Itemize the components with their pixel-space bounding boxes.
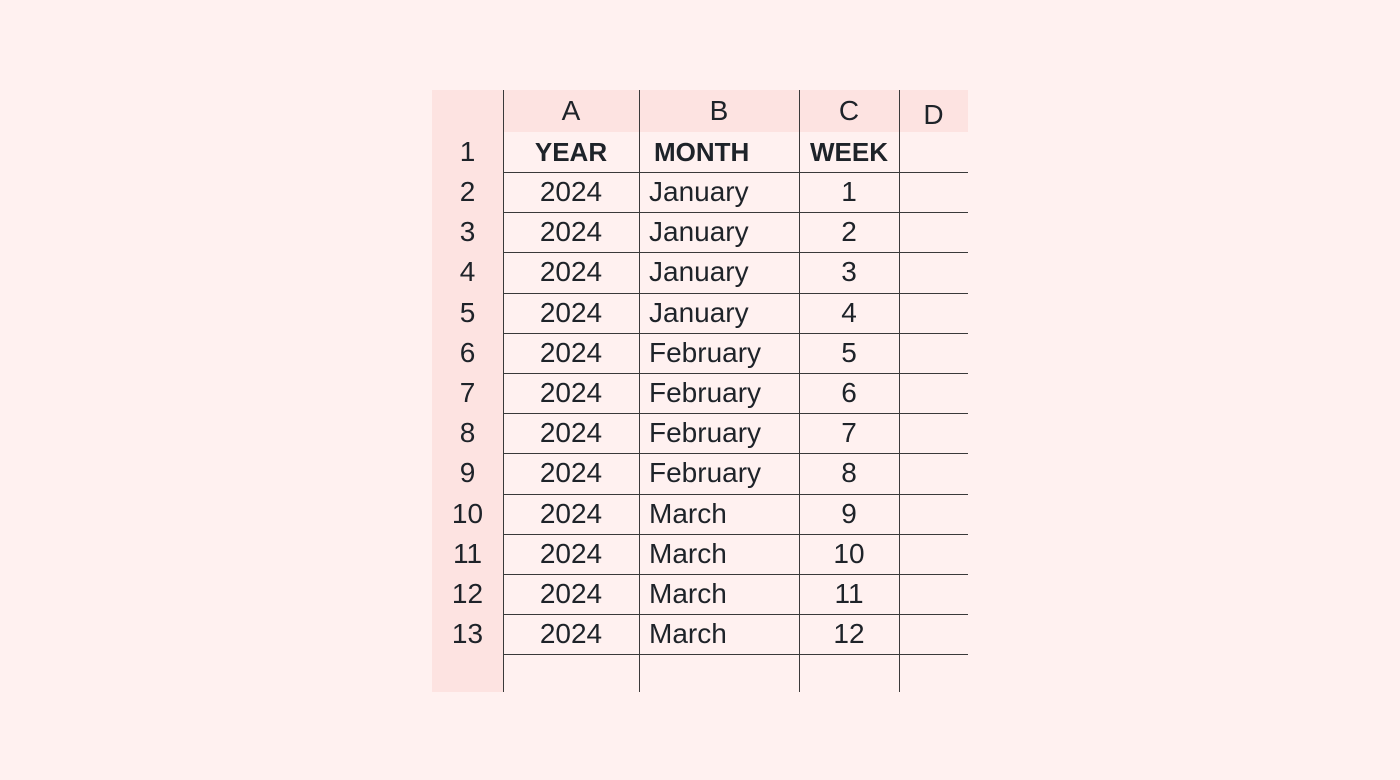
cell-month[interactable]: January bbox=[649, 296, 749, 328]
row-number[interactable]: 4 bbox=[459, 256, 476, 288]
empty-cell[interactable] bbox=[503, 654, 639, 692]
header-cell-year[interactable]: YEAR bbox=[534, 137, 608, 167]
cell-month[interactable]: February bbox=[649, 377, 762, 409]
cell-week[interactable]: 6 bbox=[841, 377, 857, 409]
empty-cell[interactable] bbox=[639, 654, 799, 692]
row-number[interactable]: 11 bbox=[452, 537, 483, 569]
row-number[interactable]: 7 bbox=[459, 377, 476, 409]
row-gridline bbox=[503, 252, 968, 253]
cell-year[interactable]: 2024 bbox=[539, 417, 603, 449]
cell-week[interactable]: 7 bbox=[841, 417, 857, 449]
row-number[interactable]: 5 bbox=[459, 296, 476, 328]
empty-cell[interactable] bbox=[899, 494, 968, 534]
row-gridline bbox=[503, 212, 968, 213]
cell-week[interactable]: 10 bbox=[833, 537, 865, 569]
cell-week[interactable]: 11 bbox=[834, 578, 864, 610]
cell-year[interactable]: 2024 bbox=[539, 256, 603, 288]
empty-cell[interactable] bbox=[899, 654, 968, 692]
cell-month[interactable]: February bbox=[649, 336, 762, 368]
row-gridline bbox=[503, 373, 968, 374]
cell-year[interactable]: 2024 bbox=[539, 618, 603, 650]
row-number-empty[interactable] bbox=[432, 654, 503, 692]
column-gridline bbox=[899, 90, 900, 692]
empty-cell[interactable] bbox=[899, 333, 968, 373]
spreadsheet-grid bbox=[432, 90, 968, 692]
column-header-b[interactable]: B bbox=[709, 95, 729, 126]
cell-week[interactable]: 2 bbox=[841, 216, 857, 248]
cell-month[interactable]: January bbox=[649, 216, 749, 248]
cell-year[interactable]: 2024 bbox=[539, 497, 603, 529]
row-gridline bbox=[503, 453, 968, 454]
row-gridline bbox=[503, 413, 968, 414]
cell-week[interactable]: 8 bbox=[841, 457, 857, 489]
column-gridline bbox=[503, 90, 504, 692]
cell-month[interactable]: January bbox=[649, 176, 749, 208]
cell-year[interactable]: 2024 bbox=[539, 578, 603, 610]
empty-cell[interactable] bbox=[899, 212, 968, 252]
cell-year[interactable]: 2024 bbox=[539, 336, 603, 368]
cell-month[interactable]: March bbox=[649, 497, 727, 529]
row-number[interactable]: 1 bbox=[459, 136, 476, 167]
row-number[interactable]: 10 bbox=[451, 497, 484, 529]
column-header-c[interactable]: C bbox=[838, 95, 860, 126]
column-header-d[interactable]: D bbox=[923, 99, 944, 130]
empty-cell[interactable] bbox=[899, 453, 968, 493]
cell-week[interactable]: 5 bbox=[841, 336, 857, 368]
header-cell-week[interactable]: WEEK bbox=[810, 137, 888, 167]
cell-week[interactable]: 4 bbox=[841, 296, 857, 328]
cell-year[interactable]: 2024 bbox=[539, 176, 603, 208]
empty-cell[interactable] bbox=[899, 293, 968, 333]
row-gridline bbox=[503, 172, 968, 173]
row-gridline bbox=[503, 654, 968, 655]
empty-cell[interactable] bbox=[899, 172, 968, 212]
cell-year[interactable]: 2024 bbox=[539, 216, 603, 248]
row-number[interactable]: 9 bbox=[459, 457, 476, 489]
cell-month[interactable]: March bbox=[649, 618, 727, 650]
empty-cell[interactable] bbox=[899, 534, 968, 574]
cell-month[interactable]: March bbox=[649, 578, 727, 610]
empty-cell[interactable] bbox=[899, 413, 968, 453]
row-gridline bbox=[503, 614, 968, 615]
cell-year[interactable]: 2024 bbox=[539, 457, 603, 489]
row-number[interactable]: 12 bbox=[451, 578, 484, 610]
row-number[interactable]: 8 bbox=[459, 417, 476, 449]
cell-month[interactable]: March bbox=[649, 537, 727, 569]
cell-month[interactable]: February bbox=[649, 457, 762, 489]
cell-year[interactable]: 2024 bbox=[539, 377, 603, 409]
empty-cell[interactable] bbox=[899, 614, 968, 654]
cell-week[interactable]: 9 bbox=[841, 497, 857, 529]
row-number[interactable]: 6 bbox=[459, 336, 476, 368]
cell-month[interactable]: January bbox=[649, 256, 749, 288]
cell-week[interactable]: 1 bbox=[841, 176, 857, 208]
empty-cell[interactable] bbox=[899, 373, 968, 413]
row-number[interactable]: 13 bbox=[451, 618, 484, 650]
cell-year[interactable]: 2024 bbox=[539, 296, 603, 328]
cell-week[interactable]: 12 bbox=[833, 618, 865, 650]
row-gridline bbox=[503, 534, 968, 535]
header-cell-month[interactable]: MONTH bbox=[654, 137, 750, 167]
cell-year[interactable]: 2024 bbox=[539, 537, 603, 569]
empty-cell[interactable] bbox=[899, 574, 968, 614]
column-gridline bbox=[799, 90, 800, 692]
cell-month[interactable]: February bbox=[649, 417, 762, 449]
row-gridline bbox=[503, 574, 968, 575]
empty-cell[interactable] bbox=[799, 654, 899, 692]
row-gridline bbox=[503, 494, 968, 495]
row-number[interactable]: 2 bbox=[459, 176, 476, 208]
empty-cell[interactable] bbox=[899, 252, 968, 292]
row-gridline bbox=[503, 333, 968, 334]
row-number[interactable]: 3 bbox=[459, 216, 476, 248]
column-gridline bbox=[639, 90, 640, 692]
empty-cell[interactable] bbox=[899, 132, 968, 172]
column-header-a[interactable]: A bbox=[561, 95, 581, 126]
row-gridline bbox=[503, 293, 968, 294]
cell-week[interactable]: 3 bbox=[841, 256, 857, 288]
